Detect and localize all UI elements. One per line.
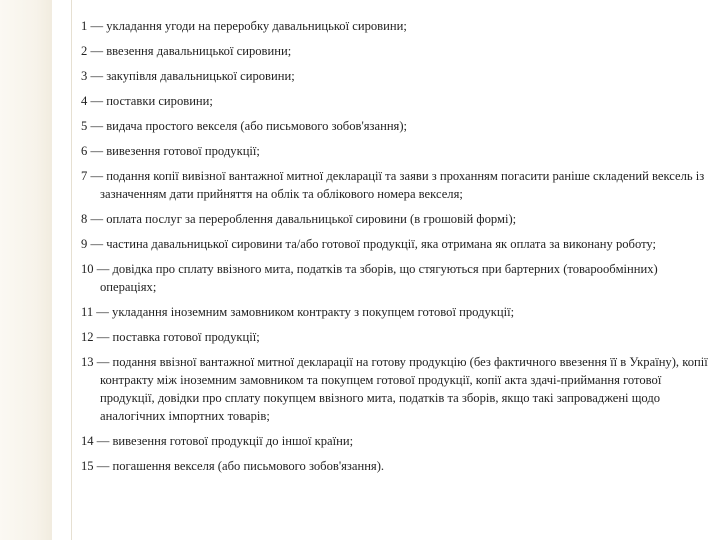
list-item-4: 4 — поставки сировини; [81, 94, 213, 108]
list-item-2: 2 — ввезення давальницької сировини; [81, 44, 292, 58]
list-item-12: 12 — поставка готової продукції; [81, 330, 260, 344]
list-item-9: 9 — частина давальницької сировини та/або готової продукції, яка отримана як оплата за виконану роботу; [81, 237, 657, 251]
decorative-left-band [0, 0, 52, 540]
numbered-list [81, 17, 713, 475]
list-item-6: 6 — вивезення готової продукції; [81, 144, 260, 158]
vertical-divider-line [71, 0, 72, 540]
list-item-13: 13 — подання ввізної вантажної митної декларації на готову продукцію (без фактичного ввезення її в Україну), копії контракту між іноземним замовником та покупцем готової продукції, копії акта здачі-приймання готової продукції, довідки про сплату покупцем ввізного мита, податків та зборів, якщо такі запроваджені щодо аналогічних імпортних товарів; [81, 355, 708, 423]
list-item-15: 15 — погашення векселя (або письмового зобов'язання). [81, 459, 385, 473]
list-item-3: 3 — закупівля давальницької сировини; [81, 69, 295, 83]
list-item-5: 5 — видача простого векселя (або письмового зобов'язання); [81, 119, 408, 133]
list-item-8: 8 — оплата послуг за перероблення давальницької сировини (в грошовій формі); [81, 212, 517, 226]
list-item-11: 11 — укладання іноземним замовником контракту з покупцем готової продукції; [81, 305, 515, 319]
list-item-10: 10 — довідка про сплату ввізного мита, податків та зборів, що стягуються при бартерних (товарообмінних) операціях; [81, 262, 658, 294]
list-item-7: 7 — подання копії вивізної вантажної митної декларації та заяви з проханням погасити раніше складений вексель із зазначенням дати прийняття на облік та облікового номера векселя; [81, 169, 705, 201]
list-item-14: 14 — вивезення готової продукції до іншої країни; [81, 434, 354, 448]
list-item-1: 1 — укладання угоди на переробку давальницької сировини; [81, 19, 407, 33]
